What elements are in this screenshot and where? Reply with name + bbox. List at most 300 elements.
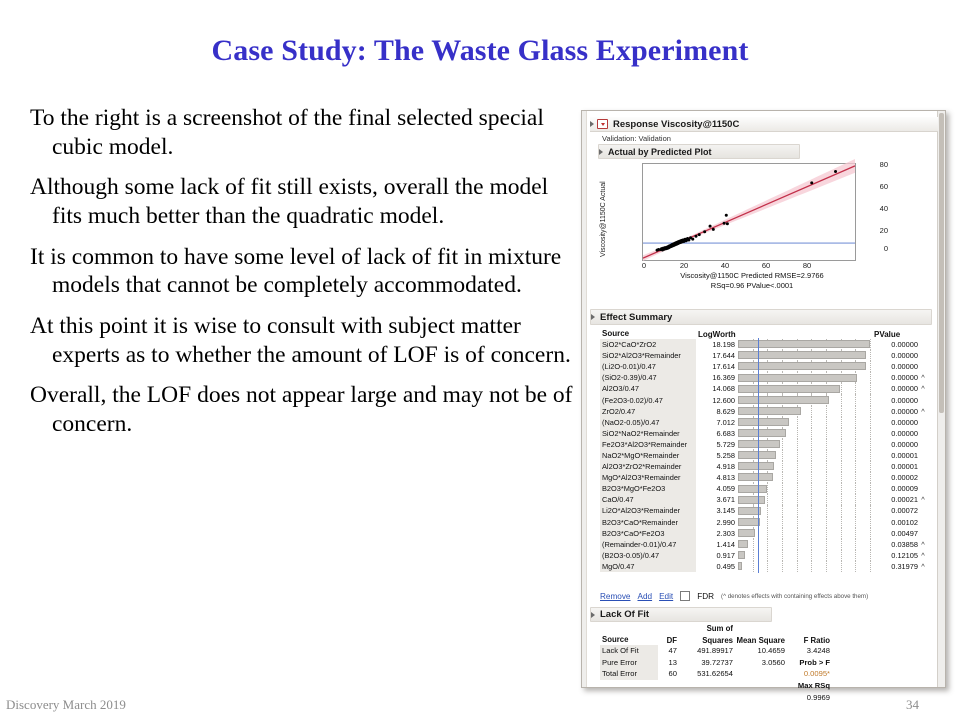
table-row[interactable]: [600, 339, 935, 350]
add-link[interactable]: Add: [637, 591, 653, 601]
bar-gridline: [782, 472, 784, 483]
vertical-scrollbar[interactable]: [937, 111, 945, 687]
cell-source: Lack Of Fit: [600, 645, 658, 657]
cell-source: B2O3*CaO*Fe2O3: [600, 528, 696, 539]
bullet-list: [30, 104, 576, 451]
bar-gridline: [826, 550, 828, 561]
bar-gridline: [841, 505, 843, 516]
cell-sum-of-squares: 39.72737: [701, 657, 733, 667]
cell-pvalue: 0.00072: [891, 506, 918, 516]
bar-gridline: [826, 406, 828, 417]
lof-header-row-2: [600, 633, 830, 645]
data-point: [725, 214, 728, 217]
table-row[interactable]: [600, 428, 935, 439]
cell-pvalue: 0.03858: [891, 539, 918, 549]
table-row[interactable]: [600, 394, 935, 405]
bar-gridline: [826, 517, 828, 528]
column-header-f-ratio: F Ratio: [803, 636, 830, 645]
data-point: [723, 222, 726, 225]
logworth-bar: [738, 374, 857, 382]
logworth-bar: [738, 385, 840, 393]
bar-gridline: [841, 439, 843, 450]
cell-logworth: 1.414: [716, 539, 735, 549]
cell-f-ratio: Prob > F: [799, 657, 830, 667]
bar-gridline: [811, 561, 813, 572]
bar-gridline: [811, 461, 813, 472]
page-title: Case Study: The Waste Glass Experiment: [211, 34, 749, 67]
table-row[interactable]: [600, 461, 935, 472]
column-header-pvalue: PValue: [874, 330, 901, 339]
bullet-item: Although some lack of fit still exists, overall the model fits much better than the quadratic model.: [30, 174, 549, 229]
bullet-item: Overall, the LOF does not appear large and may not be of concern.: [30, 382, 573, 437]
cell-pvalue: 0.00021: [891, 495, 918, 505]
bar-gridline: [870, 361, 872, 372]
cell-source: (Fe2O3-0.02)/0.47: [600, 394, 696, 405]
logworth-bar: [738, 551, 745, 559]
bar-gridline: [782, 550, 784, 561]
bar-gridline: [855, 517, 857, 528]
bar-gridline: [855, 461, 857, 472]
bar-gridline: [797, 539, 799, 550]
logworth-bar: [738, 562, 742, 570]
bar-gridline: [841, 394, 843, 405]
cell-logworth: 7.012: [716, 417, 735, 427]
bullet-item: It is common to have some level of lack of fit in mixture models that cannot be completely accommodated.: [30, 243, 562, 299]
bar-gridline: [811, 505, 813, 516]
bar-gridline: [855, 439, 857, 450]
cell-source: SiO2*NaO2*Remainder: [600, 428, 696, 439]
bar-gridline: [797, 472, 799, 483]
bar-gridline: [841, 550, 843, 561]
bar-gridline: [841, 483, 843, 494]
bar-gridline: [855, 528, 857, 539]
bar-gridline: [767, 517, 769, 528]
column-header-source: Source: [602, 328, 630, 338]
bar-gridline: [782, 494, 784, 505]
data-point: [695, 235, 698, 238]
cell-bar: [738, 561, 874, 572]
cell-pvalue: 0.00009: [891, 484, 918, 494]
bar-gridline: [767, 483, 769, 494]
cell-caret-marker: ^: [921, 561, 925, 571]
table-row[interactable]: [600, 494, 935, 505]
plot-y-axis-label: Viscosity@1150C Actual: [600, 181, 607, 257]
edit-link[interactable]: Edit: [659, 591, 674, 601]
bar-gridline: [811, 483, 813, 494]
cell-logworth: 14.068: [712, 384, 735, 394]
cell-pvalue: 0.00002: [891, 473, 918, 483]
bar-gridline: [797, 517, 799, 528]
table-row[interactable]: [600, 439, 935, 450]
bar-gridline: [870, 350, 872, 361]
cell-pvalue: 0.00000: [891, 439, 918, 449]
logworth-bar: [738, 396, 829, 404]
data-point: [691, 238, 694, 241]
cell-pvalue: 0.00000: [891, 373, 918, 383]
bar-gridline: [826, 450, 828, 461]
table-row[interactable]: [600, 550, 935, 561]
table-row[interactable]: [600, 361, 935, 372]
bar-gridline: [753, 550, 755, 561]
bar-gridline: [870, 483, 872, 494]
lack-of-fit-rows: [600, 645, 830, 680]
bar-gridline: [841, 383, 843, 394]
table-row[interactable]: [600, 539, 935, 550]
bar-gridline: [797, 483, 799, 494]
bar-gridline: [782, 483, 784, 494]
response-title: Response Viscosity@1150C: [613, 118, 740, 130]
data-point: [709, 225, 712, 228]
cell-caret-marker: ^: [921, 373, 925, 383]
bar-gridline: [855, 406, 857, 417]
bar-gridline: [855, 550, 857, 561]
cell-f-ratio: 3.4248: [806, 646, 830, 656]
bar-gridline: [767, 539, 769, 550]
bar-gridline: [811, 494, 813, 505]
bar-gridline: [826, 461, 828, 472]
bar-gridline: [855, 394, 857, 405]
bar-gridline: [811, 439, 813, 450]
bar-gridline: [767, 550, 769, 561]
effect-summary-controls: [600, 591, 868, 601]
lack-of-fit-table: [600, 623, 830, 703]
bar-gridline: [826, 528, 828, 539]
column-header-source: Source: [602, 634, 629, 644]
logworth-bar: [738, 529, 755, 537]
bar-gridline: [797, 505, 799, 516]
bar-gridline: [841, 472, 843, 483]
bar-gridline: [870, 539, 872, 550]
bar-gridline: [811, 406, 813, 417]
cell-source: ZrO2/0.47: [600, 406, 696, 417]
bar-gridline: [841, 461, 843, 472]
bar-gridline: [811, 517, 813, 528]
max-rsq-label: Max RSq: [797, 681, 830, 691]
cell-pvalue: 0.00102: [891, 517, 918, 527]
column-header-df: DF: [666, 636, 677, 645]
table-row[interactable]: [600, 450, 935, 461]
logworth-bar: [738, 429, 786, 437]
table-row[interactable]: [600, 528, 935, 539]
cell-logworth: 0.495: [716, 561, 735, 571]
lack-of-fit-header[interactable]: [590, 607, 772, 622]
plot-x-axis-label: Viscosity@1150C Predicted RMSE=2.9766: [680, 271, 824, 280]
cell-source: CaO/0.47: [600, 494, 696, 505]
effect-summary-table: [600, 327, 935, 572]
jmp-report-panel: [581, 110, 946, 702]
bar-gridline: [855, 417, 857, 428]
logworth-bar: [738, 407, 801, 415]
cell-source: Pure Error: [600, 657, 658, 669]
bar-gridline: [870, 406, 872, 417]
panel-left-rail: [582, 111, 587, 687]
cell-source: MgO/0.47: [600, 561, 696, 572]
bar-gridline: [870, 528, 872, 539]
bar-gridline: [782, 439, 784, 450]
y-tick-label: 60: [879, 182, 888, 191]
effect-summary-header[interactable]: [590, 309, 932, 325]
table-row: [600, 645, 830, 657]
bar-gridline: [870, 417, 872, 428]
cell-mean-square: 10.4659: [757, 646, 785, 656]
bar-gridline: [870, 439, 872, 450]
table-row[interactable]: [600, 483, 935, 494]
cell-pvalue: 0.00000: [891, 395, 918, 405]
x-tick-label: 80: [802, 261, 812, 270]
cell-pvalue: 0.00000: [891, 340, 918, 350]
bar-gridline: [841, 494, 843, 505]
column-header-mean-square: Mean Square: [736, 636, 785, 645]
bar-gridline: [870, 550, 872, 561]
bar-gridline: [841, 417, 843, 428]
bar-gridline: [782, 528, 784, 539]
response-section-header[interactable]: [590, 117, 938, 132]
table-row[interactable]: [600, 505, 935, 516]
cell-caret-marker: ^: [921, 539, 925, 549]
cell-pvalue: 0.00497: [891, 528, 918, 538]
lack-of-fit-title: Lack Of Fit: [600, 609, 650, 620]
cell-source: Al2O3/0.47: [600, 383, 696, 394]
x-tick-label: 0: [641, 261, 647, 270]
remove-link[interactable]: Remove: [600, 591, 631, 601]
bar-gridline: [855, 539, 857, 550]
bar-gridline: [753, 561, 755, 572]
bar-gridline: [870, 383, 872, 394]
y-tick-label: 80: [879, 160, 888, 169]
bar-gridline: [811, 428, 813, 439]
column-header-squares: Squares: [702, 636, 733, 645]
bar-gridline: [855, 483, 857, 494]
cell-df: 13: [668, 657, 677, 667]
table-row[interactable]: [600, 517, 935, 528]
cell-sum-of-squares: 531.62654: [697, 669, 733, 679]
cell-source: MgO*Al2O3*Remainder: [600, 472, 696, 483]
max-rsq-value: 0.9969: [806, 692, 830, 702]
cell-source: NaO2*MgO*Remainder: [600, 450, 696, 461]
cell-logworth: 8.629: [716, 406, 735, 416]
bar-gridline: [782, 505, 784, 516]
y-tick-label: 0: [883, 244, 888, 253]
cell-caret-marker: ^: [921, 550, 925, 560]
footer-text: Discovery March 2019: [6, 697, 126, 712]
table-row: [600, 668, 830, 680]
cell-pvalue: 0.00000: [891, 384, 918, 394]
cell-logworth: 6.683: [716, 428, 735, 438]
table-row[interactable]: [600, 561, 935, 572]
red-triangle-menu-icon[interactable]: [597, 119, 608, 129]
cell-logworth: 18.198: [712, 340, 735, 350]
bar-gridline: [855, 383, 857, 394]
bar-gridline: [870, 428, 872, 439]
bar-gridline: [797, 528, 799, 539]
cell-source: (Remainder-0.01)/0.47: [600, 539, 696, 550]
cell-pvalue: 0.00000: [891, 428, 918, 438]
bar-gridline: [767, 528, 769, 539]
bar-gridline: [811, 417, 813, 428]
bar-gridline: [782, 561, 784, 572]
cell-f-ratio: 0.0095*: [803, 669, 830, 679]
cell-mean-square: 3.0560: [761, 657, 785, 667]
cell-source: Fe2O3*Al2O3*Remainder: [600, 439, 696, 450]
cell-pvalue: 0.00001: [891, 462, 918, 472]
bar-gridline: [797, 439, 799, 450]
cell-logworth: 2.990: [716, 517, 735, 527]
bullet-item: To the right is a screenshot of the final selected special cubic model.: [30, 105, 544, 160]
table-row[interactable]: [600, 383, 935, 394]
bar-gridline: [811, 472, 813, 483]
bar-gridline: [826, 428, 828, 439]
cell-pvalue: 0.00000: [891, 406, 918, 416]
bar-gridline: [841, 450, 843, 461]
bar-gridline: [841, 406, 843, 417]
cell-df: 47: [668, 646, 677, 656]
cell-logworth: 3.145: [716, 506, 735, 516]
bar-gridline: [826, 505, 828, 516]
bar-gridline: [870, 494, 872, 505]
bar-gridline: [855, 472, 857, 483]
cell-logworth: 4.059: [716, 484, 735, 494]
table-row[interactable]: [600, 417, 935, 428]
bar-gridline: [767, 561, 769, 572]
bar-gridline: [826, 494, 828, 505]
bar-gridline: [811, 528, 813, 539]
fdr-checkbox[interactable]: [680, 591, 690, 601]
bar-gridline: [797, 428, 799, 439]
cell-source: SiO2*Al2O3*Remainder: [600, 350, 696, 361]
cell-source: (Li2O-0.01)/0.47: [600, 361, 696, 372]
bar-gridline: [841, 517, 843, 528]
lof-header-row-1: [600, 623, 830, 633]
table-row[interactable]: [600, 350, 935, 361]
table-row[interactable]: [600, 372, 935, 383]
bar-gridline: [841, 561, 843, 572]
bar-gridline: [811, 550, 813, 561]
table-header-row: [600, 327, 935, 339]
bar-gridline: [855, 561, 857, 572]
bar-gridline: [855, 505, 857, 516]
disclosure-triangle-icon[interactable]: [591, 612, 595, 618]
bar-gridline: [826, 417, 828, 428]
cell-source: SiO2*CaO*ZrO2: [600, 339, 696, 350]
cell-source: B2O3*MgO*Fe2O3: [600, 483, 696, 494]
bar-gridline: [782, 539, 784, 550]
data-point: [703, 230, 706, 233]
page-number: 34: [906, 697, 919, 712]
y-tick-label: 20: [879, 226, 888, 235]
cell-caret-marker: ^: [921, 406, 925, 416]
max-rsq-value-row: [600, 691, 830, 703]
bar-gridline: [870, 472, 872, 483]
cell-df: 60: [668, 669, 677, 679]
actual-by-predicted-title: Actual by Predicted Plot: [608, 146, 712, 157]
bar-gridline: [811, 539, 813, 550]
bar-gridline: [767, 494, 769, 505]
x-tick-label: 20: [679, 261, 689, 270]
logworth-bar: [738, 496, 765, 504]
bar-gridline: [841, 528, 843, 539]
logworth-bar: [738, 540, 748, 548]
logworth-bar: [738, 518, 760, 526]
cell-logworth: 12.600: [712, 395, 735, 405]
bar-gridline: [826, 472, 828, 483]
cell-source: Total Error: [600, 668, 658, 680]
column-header-logworth: LogWorth: [698, 330, 736, 339]
max-rsq-label-row: [600, 680, 830, 692]
cell-pvalue: 0.00001: [891, 450, 918, 460]
cell-sum-of-squares: 491.89917: [697, 646, 733, 656]
cell-logworth: 3.671: [716, 495, 735, 505]
cell-source: (NaO2-0.05)/0.47: [600, 417, 696, 428]
cell-pvalue: 0.31979: [891, 561, 918, 571]
logworth-bar: [738, 485, 767, 493]
cell-logworth: 16.369: [712, 373, 735, 383]
table-row[interactable]: [600, 472, 935, 483]
bar-gridline: [870, 339, 872, 350]
logworth-bar: [738, 418, 789, 426]
cell-caret-marker: ^: [921, 495, 925, 505]
bar-gridline: [797, 494, 799, 505]
cell-source: B2O3*CaO*Remainder: [600, 517, 696, 528]
plot-svg: [643, 164, 855, 260]
cell-pvalue: 0.00000: [891, 417, 918, 427]
bar-gridline: [870, 372, 872, 383]
cell-logworth: 2.303: [716, 528, 735, 538]
bar-gridline: [870, 517, 872, 528]
bar-gridline: [797, 461, 799, 472]
bar-gridline: [826, 561, 828, 572]
bar-gridline: [870, 461, 872, 472]
data-point: [726, 222, 729, 225]
data-point: [834, 170, 837, 173]
disclosure-triangle-icon[interactable]: [599, 149, 603, 155]
cell-logworth: 17.614: [712, 362, 735, 372]
scrollbar-thumb[interactable]: [939, 113, 944, 413]
effect-summary-title: Effect Summary: [600, 311, 673, 323]
validation-label: Validation: Validation: [602, 134, 671, 143]
actual-by-predicted-header[interactable]: [598, 144, 800, 159]
bar-gridline: [826, 539, 828, 550]
disclosure-triangle-icon[interactable]: [590, 121, 594, 127]
fdr-note: (^ denotes effects with containing effects above them): [721, 592, 869, 600]
bar-gridline: [870, 450, 872, 461]
cell-pvalue: 0.00000: [891, 351, 918, 361]
bar-gridline: [782, 461, 784, 472]
cell-logworth: 17.644: [712, 351, 735, 361]
y-tick-label: 40: [879, 204, 888, 213]
table-row[interactable]: [600, 406, 935, 417]
cell-pvalue: 0.00000: [891, 362, 918, 372]
bullet-item: At this point it is wise to consult with subject matter experts as to whether the amount of LOF is of concern.: [30, 312, 571, 368]
bar-gridline: [870, 561, 872, 572]
disclosure-triangle-icon[interactable]: [591, 314, 595, 320]
bar-gridline: [870, 505, 872, 516]
bar-gridline: [782, 450, 784, 461]
bar-gridline: [782, 517, 784, 528]
cell-source: Li2O*Al2O3*Remainder: [600, 505, 696, 516]
bar-gridline: [753, 539, 755, 550]
cell-pvalue: 0.12105: [891, 550, 918, 560]
bar-gridline: [767, 505, 769, 516]
bar-gridline: [826, 439, 828, 450]
bar-gridline: [797, 450, 799, 461]
plot-canvas: [642, 163, 856, 261]
data-point: [712, 228, 715, 231]
logworth-bar: [738, 462, 774, 470]
bar-gridline: [870, 394, 872, 405]
cell-caret-marker: ^: [921, 384, 925, 394]
logworth-bar: [738, 473, 773, 481]
cell-source: (B2O3-0.05)/0.47: [600, 550, 696, 561]
